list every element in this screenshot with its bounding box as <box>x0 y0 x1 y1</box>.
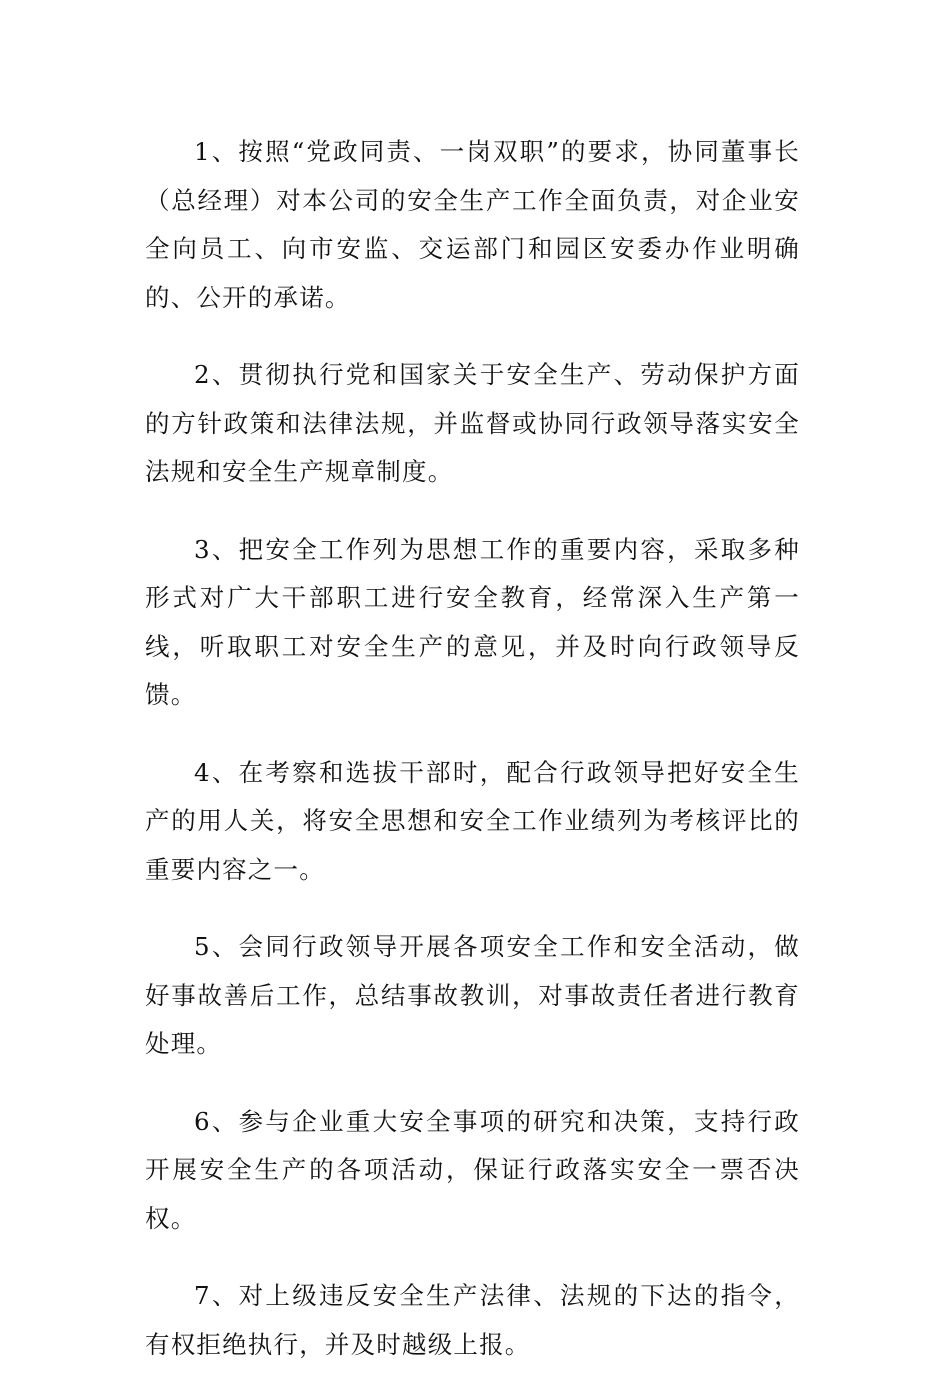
paragraph-4: 4、在考察和选拔干部时，配合行政领导把好安全生产的用人关，将安全思想和安全工作业绩列为考核评比的重要内容之一。 <box>145 757 800 884</box>
paragraph-1: 1、按照“党政同责、一岗双职”的要求，协同董事长（总经理）对本公司的安全生产工作全面负责，对企业安全向员工、向市安监、交运部门和园区安委办作业明确的、公开的承诺。 <box>145 137 800 312</box>
paragraph-5: 5、会同行政领导开展各项安全工作和安全活动，做好事故善后工作，总结事故教训，对事故责任者进行教育处理。 <box>145 932 800 1058</box>
paragraph-2: 2、贯彻执行党和国家关于安全生产、劳动保护方面的方针政策和法律法规，并监督或协同行政领导落实安全法规和安全生产规章制度。 <box>145 360 800 486</box>
paragraph-3: 3、把安全工作列为思想工作的重要内容，采取多种形式对广大干部职工进行安全教育，经常深入生产第一线，听取职工对安全生产的意见，并及时向行政领导反馈。 <box>145 534 800 709</box>
paragraph-7: 7、对上级违反安全生产法律、法规的下达的指令，有权拒绝执行，并及时越级上报。 <box>145 1281 800 1359</box>
document-body <box>145 128 800 1398</box>
paragraph-6: 6、参与企业重大安全事项的研究和决策，支持行政开展安全生产的各项活动，保证行政落实安全一票否决权。 <box>145 1106 800 1233</box>
